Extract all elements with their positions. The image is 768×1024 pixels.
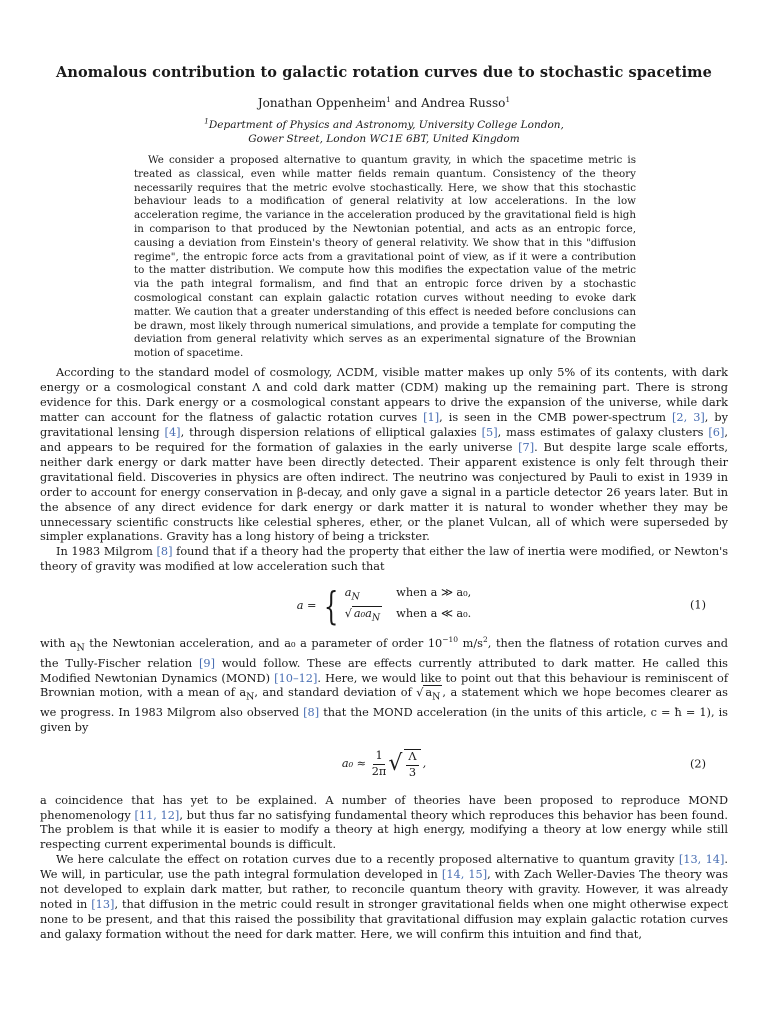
superscript: −10	[442, 635, 459, 645]
citation-link[interactable]: [7]	[518, 440, 535, 454]
citation-link[interactable]: [14, 15]	[441, 868, 488, 882]
text-run: with a	[40, 637, 77, 651]
affiliation-line: Department of Physics and Astronomy, University College London,	[208, 119, 564, 131]
equation-2	[40, 743, 728, 787]
case-value: $a_N$	[344, 586, 360, 603]
equation-1	[40, 584, 728, 628]
text-run: In 1983 Milgrom	[56, 545, 157, 559]
body-text	[40, 366, 728, 943]
author-name: Jonathan Oppenheim	[257, 96, 387, 110]
text-run: found that if a theory had the property that either the law of inertia were modified, or Newton's theory of gravity was modified at low acceleration such that	[40, 545, 729, 574]
citation-link[interactable]: [10–12]	[274, 671, 318, 685]
case-condition: when a ≫ a₀,	[396, 586, 472, 600]
subscript: N	[76, 642, 85, 654]
text-run: , that diffusion in the metric could result in stronger gravitational fields when one might otherwise expect none to be present, and that this raised the possibility that gravitational diffusion may explain galactic rotation curves and galaxy formation without the need for dark matter. Here, we will confirm this intuition and find that,	[40, 898, 728, 942]
citation-link[interactable]: [1]	[423, 410, 440, 424]
text-run: . But despite large scale efforts, neither dark energy or dark matter have been directly detected. Their apparent existence is only felt through their gravitational field. Discoveries in physics are often indirect. The neutrino was conjectured by Pauli to exist in 1939 in order to account for energy conservation in β-decay, and only gave a signal in a particle detector 26 years later. But in the absence of any direct evidence for dark energy or dark matter it is natural to wonder whether they may be unnecessary scientific constructs like celestial spheres, ether, or the planet Vulcan, all of which were superseded by simpler explanations. Gravity has a long history of being a trickster.	[40, 440, 728, 544]
text-run: . We will, in particular, use the path integral formulation developed in	[40, 853, 728, 882]
equation-number: (2)	[689, 757, 706, 771]
paragraph	[40, 637, 728, 735]
equation-number: (1)	[689, 598, 706, 612]
text-run: , with Zach Weller-Davies The theory was not developed to explain dark matter, but rather, to reconcile quantum theory with gravity. However, it was already noted in	[40, 868, 729, 912]
fraction: $\frac{1}{2\pi}$	[371, 749, 387, 779]
text-run: , and appears to be required for the formation of galaxies in the early universe	[40, 425, 728, 454]
affiliation-marker: 1	[386, 95, 391, 104]
citation-link[interactable]: [8]	[156, 545, 173, 559]
citation-link[interactable]: [13]	[91, 898, 115, 912]
sqrt-content: $a_N$	[425, 686, 441, 703]
citation-link[interactable]: [6]	[708, 425, 725, 439]
affiliation	[0, 118, 768, 146]
author-list	[0, 96, 768, 110]
affiliation-marker: 1	[505, 95, 511, 104]
subscript: N	[246, 691, 255, 703]
citation-link[interactable]: [13, 14]	[678, 853, 725, 867]
text-run: would follow. These are effects currently attributed to dark matter. He called this Modified Newtonian Dynamics (MOND)	[40, 656, 728, 685]
paragraph	[40, 545, 728, 575]
equation-body	[40, 584, 728, 628]
superscript: 2	[482, 635, 488, 645]
citation-link[interactable]: [5]	[481, 425, 498, 439]
sqrt-symbol: √	[416, 686, 424, 700]
case-value: √ $a_0a_N$	[344, 607, 381, 624]
paragraph	[40, 853, 728, 943]
affiliation-line: Gower Street, London WC1E 6BT, United Kingdom	[248, 133, 520, 145]
equation-punctuation: ,	[422, 757, 427, 771]
text-run: , through dispersion relations of elliptical galaxies	[180, 425, 482, 439]
text-run: the Newtonian acceleration, and a₀ a parameter of order 10	[84, 637, 443, 651]
citation-link[interactable]: [11, 12]	[134, 808, 180, 822]
text-run: m/s	[458, 637, 483, 651]
left-brace: {	[323, 584, 338, 629]
citation-link[interactable]: [9]	[198, 656, 215, 670]
equation-lhs: a₀ ≈	[341, 757, 367, 771]
equation-body	[40, 743, 728, 787]
author-name: Andrea Russo	[421, 96, 506, 110]
abstract: We consider a proposed alternative to quantum gravity, in which the spacetime metric is treated as classical, even while matter fields remain quantum. Consistency of the theory necessarily requires that the metric evolve stochastically. Here, we show that this stochastic behaviour leads to a modification of general relativity at low accelerations. In the low acceleration regime, the variance in the acceleration produced by the gravitational field is high in comparison to that produced by the Newtonian potential, and acts as an entropic force, causing a deviation from Einstein's theory of general relativity. We show that in this "diffusion regime", the entropic force acts from a gravitational point of view, as if it were a contribution to the matter distribution. We compute how this modifies the expectation value of the metric via the path integral formalism, and find that an entropic force driven by a stochastic cosmological constant can explain galactic rotation curves without needing to evoke dark matter. We caution that a greater understanding of this effect is needed before conclusions can be drawn, most likely through numerical simulations, and provide a template for computing the deviation from general relativity which serves as an experimental signature of the Brownian motion of spacetime.	[134, 154, 636, 360]
paragraph	[40, 794, 728, 854]
text-run: , is seen in the CMB power-spectrum	[439, 410, 673, 424]
citation-link[interactable]: [8]	[303, 705, 320, 719]
text-run: , but thus far no satisfying fundamental theory which reproduces this behavior has been found. The problem is that while it is easier to modify a theory at high energy, modifying a theory at low energy while still respecting current experimental bounds is difficult.	[40, 808, 728, 852]
paper-title: Anomalous contribution to galactic rotation curves due to stochastic spacetime	[56, 64, 712, 81]
text-run: that the MOND acceleration (in the units of this article, c = ħ = 1), is given by	[40, 705, 728, 734]
sqrt-fraction: $\frac{\Lambda}{3}$	[404, 749, 420, 781]
text-run: , a statement which we hope becomes clearer as we progress. In 1983 Milgrom also observed	[40, 686, 728, 719]
text-run: , and standard deviation of	[254, 686, 417, 700]
citation-link[interactable]: [2, 3]	[672, 410, 705, 424]
sqrt-symbol: √	[388, 751, 403, 777]
text-run: According to the standard model of cosmology, ΛCDM, visible matter makes up only 5% of its contents, with dark energy or a cosmological constant Λ and cold dark matter (CDM) making up the remaining part. There is strong evidence for this. Dark energy or a cosmological constant appears to drive the expansion of the universe, while dark matter can account for the flatness of galactic rotation curves	[40, 366, 728, 424]
text-run: . Here, we would like to point out that this behaviour is reminiscent of Brownian motion, with a mean of a	[40, 671, 728, 700]
citation-link[interactable]: [4]	[164, 425, 181, 439]
case-condition: when a ≪ a₀.	[396, 607, 472, 621]
text-run: We here calculate the effect on rotation curves due to a recently proposed alternative to quantum gravity	[56, 853, 679, 867]
text-run: , by gravitational lensing	[40, 410, 728, 439]
equation-cases	[345, 586, 472, 626]
affiliation-marker: 1	[204, 116, 209, 126]
text-run: , then the flatness of rotation curves and the Tully-Fischer relation	[40, 637, 728, 670]
paragraph	[40, 366, 728, 545]
text-run: a coincidence that has yet to be explained. A number of theories have been proposed to reproduce MOND phenomenology	[40, 793, 728, 822]
equation-lhs: a =	[296, 598, 317, 612]
author-conjunction: and	[394, 96, 418, 110]
text-run: , mass estimates of galaxy clusters	[497, 425, 709, 439]
